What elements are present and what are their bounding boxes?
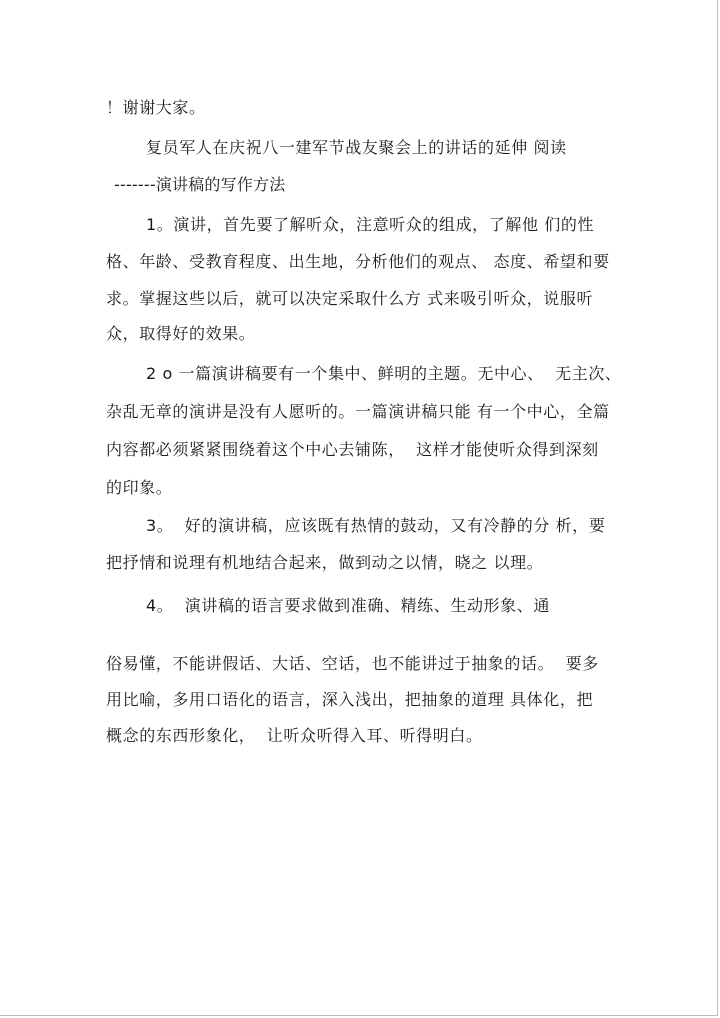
paragraph-1-line-2: 格、年龄、受教育程度、出生地，分析他们的观点、 态度、希望和要 xyxy=(106,252,610,271)
paragraph-5-line-3: 概念的东西形象化， 让听众听得入耳、听得明白。 xyxy=(106,726,483,745)
opening-line: ！谢谢大家。 xyxy=(106,98,206,117)
paragraph-3-line-2: 把抒情和说理有机地结合起来，做到动之以情，晓之 以理。 xyxy=(106,553,544,572)
paragraph-4-line-1: 4。 演讲稿的语言要求做到准确、精练、生动形象、通 xyxy=(146,596,550,615)
paragraph-5-line-1: 俗易懂，不能讲假话、大话、空话，也不能讲过于抽象的话。 要多 xyxy=(106,654,599,673)
article-title: 复员军人在庆祝八一建军节战友聚会上的讲话的延伸 阅读 xyxy=(146,138,567,157)
paragraph-1-line-1: 1。演讲，首先要了解听众，注意听众的组成，了解他 们的性 xyxy=(146,215,595,234)
paragraph-1-line-4: 众，取得好的效果。 xyxy=(106,324,256,343)
paragraph-2-line-2: 杂乱无章的演讲是没有人愿听的。一篇演讲稿只能 有一个中心，全篇 xyxy=(106,402,610,421)
paragraph-2-line-1: 2 o 一篇演讲稿要有一个集中、鲜明的主题。无中心、 无主次、 xyxy=(146,364,622,383)
paragraph-3-line-1: 3。 好的演讲稿，应该既有热情的鼓动，又有冷静的分 析，要 xyxy=(146,516,606,535)
article-subtitle: -------演讲稿的写作方法 xyxy=(114,175,286,194)
paragraph-5-line-2: 用比喻，多用口语化的语言，深入浅出，把抽象的道理 具体化，把 xyxy=(106,690,594,709)
paragraph-1-line-3: 求。掌握这些以后，就可以决定采取什么方 式来吸引听众，说服听 xyxy=(106,289,594,308)
paragraph-2-line-3: 内容都必须紧紧围绕着这个中心去铺陈， 这样才能使听众得到深刻 xyxy=(106,440,599,459)
paragraph-2-line-4: 的印象。 xyxy=(106,478,173,497)
